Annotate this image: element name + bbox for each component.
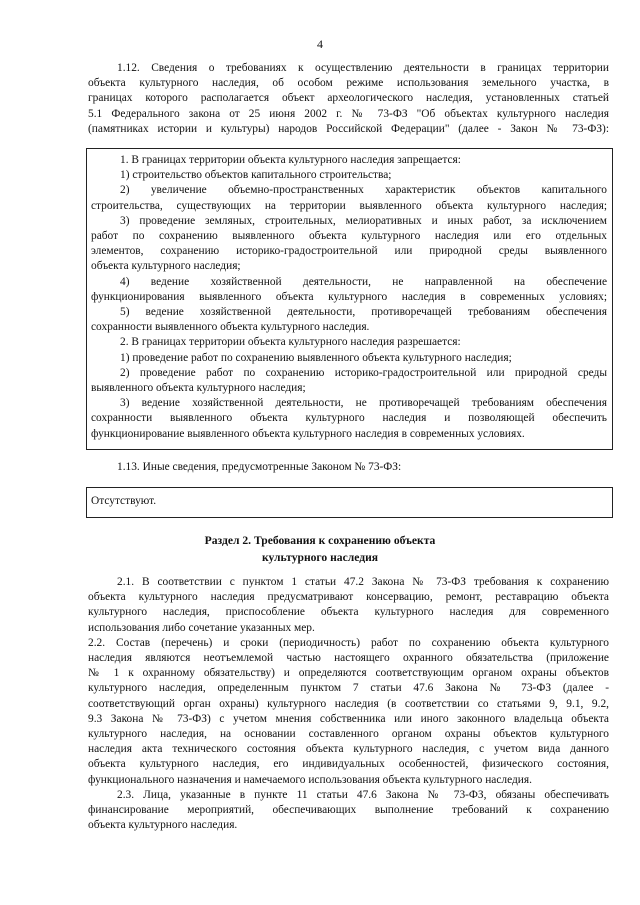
paragraph-line: объекта культурного наследия, об особом режиме использования земельного участка, в (88, 77, 609, 90)
box-line: 2) увеличение объемно-пространственных характеристик объектов капитального (120, 184, 607, 197)
box-line: 1) строительство объектов капитального строительства; (120, 169, 392, 182)
section-1-12-paragraph (88, 61, 609, 137)
box-line: элементов, сохранению историко-градостроительной или природной среды выявленного (91, 245, 607, 258)
box-line: 3) проведение земляных, строительных, мелиоративных и иных работ, за исключением (120, 214, 607, 227)
box-line: объекта культурного наследия; (91, 260, 241, 273)
paragraph-line: наследия являются неотъемлемой частью настоящего охранного обязательства (приложение (88, 652, 609, 665)
box-line: сохранности выявленного объекта культурного наследия. (91, 321, 370, 334)
box-line: 5) ведение хозяйственной деятельности, противоречащей требованиям обеспечения (120, 306, 607, 319)
section-2-heading-line1: Раздел 2. Требования к сохранению объекта (204, 534, 436, 547)
page-number: 4 (317, 37, 323, 51)
paragraph-line: соответствующий орган охраны) культурного наследия (в соответствии со статьями 9, 9.1, 9.2, (88, 697, 609, 710)
box-line: строительства, существующих на территории выявленного объекта культурного наследия; (91, 199, 607, 212)
paragraph-line: объекта культурного наследия предусматривают консервацию, ремонт, реставрацию объекта (88, 591, 609, 604)
paragraph-line: функционального назначения и намечаемого использования объекта культурного наследия. (88, 773, 532, 786)
box-line: выявленного объекта культурного наследия; (91, 382, 306, 395)
section-1-13-label: 1.13. Иные сведения, предусмотренные Законом № 73-ФЗ: (117, 461, 402, 473)
box-line: 2) проведение работ по сохранению историко-градостроительной или природной среды (120, 366, 607, 379)
box-line: 2. В границах территории объекта культурного наследия разрешается: (120, 336, 461, 349)
paragraph-line: 9.3 Закона № 73-ФЗ) с учетом мнения собственника или иного законного владельца объекта (88, 712, 609, 725)
paragraph-line: 2.3. Лица, указанные в пункте 11 статьи 47.6 Закона № 73-ФЗ, обязаны обеспечивать (117, 788, 609, 801)
paragraph-line: границах которого располагается объект археологического наследия, установленных статьей (88, 92, 609, 105)
box-line: сохранности выявленного объекта культурного наследия и позволяющей обеспечить (91, 412, 607, 425)
box-line: работ по сохранению выявленного объекта культурного наследия или его отдельных (91, 230, 607, 243)
paragraph-line: культурного наследия, приспособление объекта культурного наследия для современного (88, 606, 609, 619)
paragraph-line: культурного наследия, определенным пунктом 7 статьи 47.6 Закона № 73-ФЗ (далее - (88, 682, 609, 695)
paragraph-line: объекта культурного наследия. (88, 819, 238, 832)
box-line: 3) ведение хозяйственной деятельности, не противоречащей требованиям обеспечения (120, 397, 607, 410)
paragraph-line: объекта культурного наследия, его индивидуальных особенностей, физического состояния, (88, 758, 609, 771)
box-line: 1) проведение работ по сохранению выявленного объекта культурного наследия; (120, 351, 512, 364)
paragraph-line: № 1 к охранному обязательству) и определяются соответствующим органом охраны объектов (88, 667, 609, 680)
box-line: 4) ведение хозяйственной деятельности, не направленной на обеспечение (120, 275, 607, 288)
section-2-body (88, 575, 609, 833)
box-line: функционирования выявленного объекта культурного наследия в современных условиях; (91, 290, 607, 303)
other-info-text: Отсутствуют. (91, 495, 157, 507)
paragraph-line: (памятниках истории и культуры) народов Российской Федерации" (далее - Закон № 73-ФЗ): (88, 122, 609, 135)
restrictions-box-text (91, 153, 607, 442)
paragraph-line: наследия акта технического состояния объекта культурного наследия, с учетом вида данного (88, 743, 609, 756)
box-line: 1. В границах территории объекта культурного наследия запрещается: (120, 154, 461, 166)
paragraph-line: финансирование мероприятий, обеспечивающих выполнение требований к сохранению (88, 804, 609, 817)
paragraph-line: 5.1 Федерального закона от 25 июня 2002 г. № 73-ФЗ "Об объектах культурного наследия (88, 107, 609, 120)
section-2-heading-line2: культурного наследия (261, 551, 379, 564)
paragraph-line: использования либо сочетание указанных мер. (88, 621, 315, 634)
box-line: функционирование выявленного объекта культурного наследия в современных условиях. (91, 427, 525, 440)
paragraph-line: 2.1. В соответствии с пунктом 1 статьи 47.2 Закона № 73-ФЗ требования к сохранению (117, 576, 609, 588)
paragraph-line: культурного наследия, на основании составленного органом охраны объектов культурного (88, 728, 609, 741)
paragraph-line: 1.12. Сведения о требованиях к осуществлению деятельности в границах территории (117, 62, 609, 74)
paragraph-line: 2.2. Состав (перечень) и сроки (периодичность) работ по сохранению объекта культурного (88, 636, 609, 649)
